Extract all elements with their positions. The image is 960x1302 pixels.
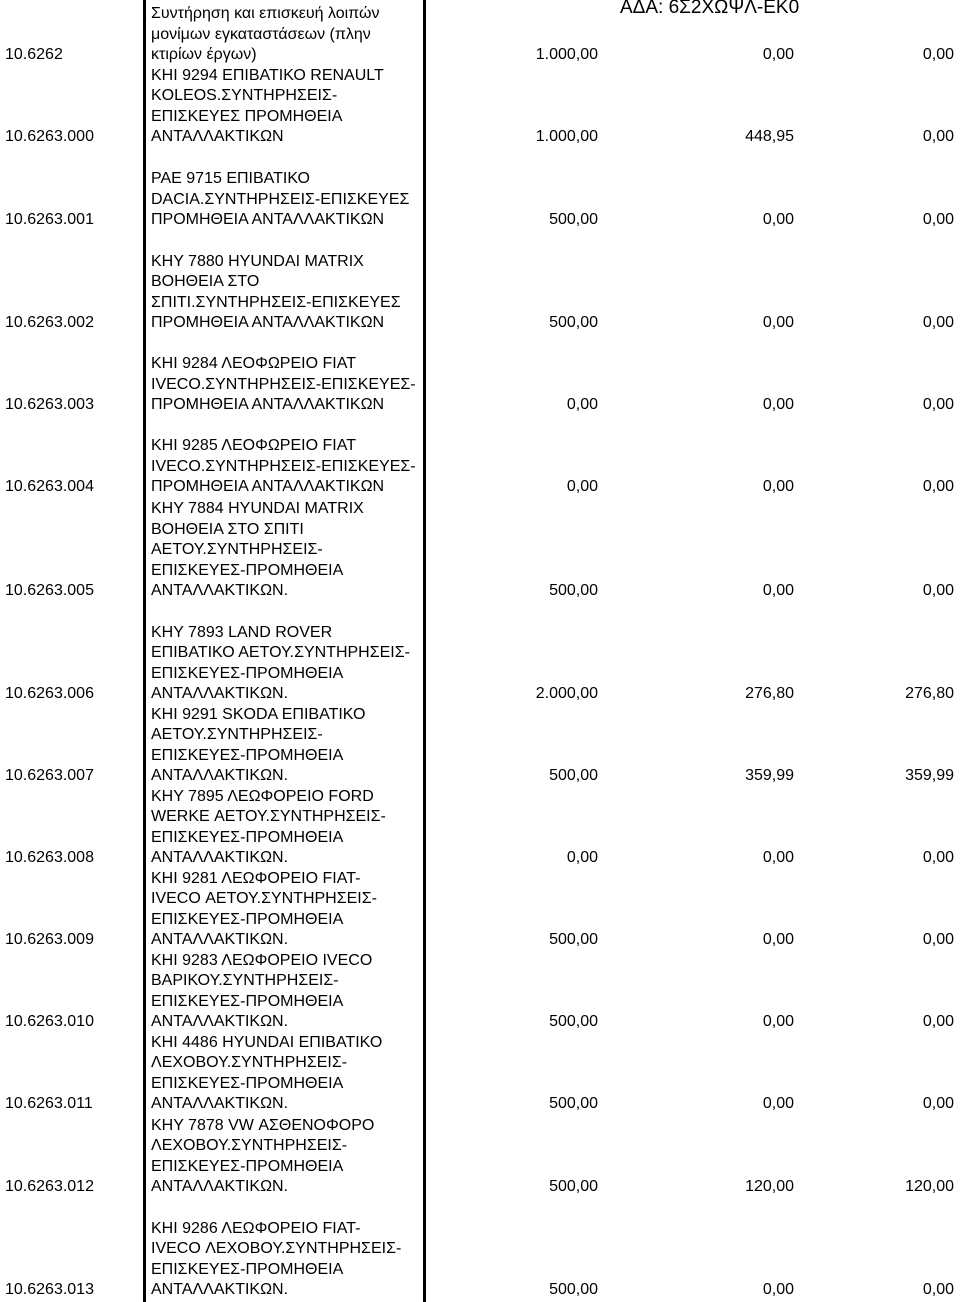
table-row (0, 334, 960, 416)
budget-amount: 0,00 (566, 478, 598, 496)
account-code: 10.6263.000 (5, 128, 94, 146)
paid-amount: 0,00 (922, 478, 954, 496)
table-row (0, 869, 960, 951)
account-description: ΚΗΥ 7884 HYUNDAI MATRIX ΒΟΗΘΕΙΑ ΣΤΟ ΣΠΙΤΙ ΑΕΤΟΥ.ΣΥΝΤΗΡΗΣΕΙΣ- ΕΠΙΣΚΕΥΕΣ-ΠΡΟΜΗΘΕΙΑ ΑΝΤΑΛΛΑΚΤΙΚΩΝ. (151, 500, 364, 600)
account-code: 10.6263.005 (5, 582, 94, 600)
paid-amount: 0,00 (922, 314, 954, 332)
committed-amount: 0,00 (762, 211, 794, 229)
table-row (0, 1033, 960, 1115)
account-description: ΚΗΙ 9285 ΛΕΟΦΩΡΕΙΟ FIAT IVECO.ΣΥΝΤΗΡΗΣΕΙΣ-ΕΠΙΣΚΕΥΕΣ- ΠΡΟΜΗΘΕΙΑ ΑΝΤΑΛΛΑΚΤΙΚΩΝ (151, 437, 416, 496)
budget-amount: 500,00 (549, 1281, 598, 1299)
account-code: 10.6263.001 (5, 211, 94, 229)
table-row (0, 1198, 960, 1301)
paid-amount: 0,00 (922, 582, 954, 600)
account-code: 10.6263.006 (5, 685, 94, 703)
account-description: ΚΗΥ 7895 ΛΕΩΦΟΡΕΙΟ FORD WERKE ΑΕΤΟΥ.ΣΥΝΤΗΡΗΣΕΙΣ- ΕΠΙΣΚΕΥΕΣ-ΠΡΟΜΗΘΕΙΑ ΑΝΤΑΛΛΑΚΤΙΚΩΝ. (151, 787, 386, 867)
budget-amount: 500,00 (549, 1178, 598, 1196)
budget-amount: 0,00 (566, 849, 598, 867)
account-description: ΡΑΕ 9715 ΕΠΙΒΑΤΙΚΟ DACIA.ΣΥΝΤΗΡΗΣΕΙΣ-ΕΠΙΣΚΕΥΕΣ ΠΡΟΜΗΘΕΙΑ ΑΝΤΑΛΛΑΚΤΙΚΩΝ (151, 170, 410, 229)
budget-amount: 500,00 (549, 767, 598, 785)
account-description: ΚΗΙ 9283 ΛΕΩΦΟΡΕΙΟ IVECO ΒΑΡΙΚΟΥ.ΣΥΝΤΗΡΗΣΕΙΣ- ΕΠΙΣΚΕΥΕΣ-ΠΡΟΜΗΘΕΙΑ ΑΝΤΑΛΛΑΚΤΙΚΩΝ. (151, 951, 373, 1031)
committed-amount: 120,00 (745, 1178, 794, 1196)
budget-amount: 500,00 (549, 1095, 598, 1113)
committed-amount: 448,95 (745, 128, 794, 146)
budget-amount: 500,00 (549, 314, 598, 332)
account-code: 10.6263.011 (5, 1095, 93, 1113)
table-row (0, 498, 960, 602)
budget-amount: 500,00 (549, 582, 598, 600)
paid-amount: 0,00 (922, 396, 954, 414)
budget-amount: 500,00 (549, 211, 598, 229)
account-description: ΚΗΙ 9291 SKODA ΕΠΙΒΑΤΙΚΟ ΑΕΤΟΥ.ΣΥΝΤΗΡΗΣΕΙΣ- ΕΠΙΣΚΕΥΕΣ-ΠΡΟΜΗΘΕΙΑ ΑΝΤΑΛΛΑΚΤΙΚΩΝ. (151, 705, 366, 785)
budget-amount: 500,00 (549, 1013, 598, 1031)
account-description: ΚΗΙ 9294 ΕΠΙΒΑΤΙΚΟ RENAULT KOLEOS.ΣΥΝΤΗΡΗΣΕΙΣ- ΕΠΙΣΚΕΥΕΣ ΠΡΟΜΗΘΕΙΑ ΑΝΤΑΛΛΑΚΤΙΚΩΝ (151, 66, 384, 146)
committed-amount: 276,80 (745, 685, 794, 703)
account-description: ΚΗΥ 7880 HYUNDAI MATRIX ΒΟΗΘΕΙΑ ΣΤΟ ΣΠΙΤΙ.ΣΥΝΤΗΡΗΣΕΙΣ-ΕΠΙΣΚΕΥΕΣ ΠΡΟΜΗΘΕΙΑ ΑΝΤΑΛΛΑΚΤΙΚΩΝ (151, 252, 401, 332)
account-code: 10.6263.013 (5, 1281, 94, 1299)
budget-amount: 500,00 (549, 931, 598, 949)
account-code: 10.6263.002 (5, 314, 94, 332)
account-description: ΚΗΙ 9286 ΛΕΩΦΟΡΕΙΟ FIAT- IVECO ΛΕΧΟΒΟΥ.ΣΥΝΤΗΡΗΣΕΙΣ- ΕΠΙΣΚΕΥΕΣ-ΠΡΟΜΗΘΕΙΑ ΑΝΤΑΛΛΑΚΤΙΚΩΝ. (151, 1219, 402, 1299)
ada-identifier: ΑΔΑ: 6Σ2ΧΩΨΛ-ΕΚ0 (620, 0, 800, 18)
account-code: 10.6263.008 (5, 849, 94, 867)
paid-amount: 0,00 (922, 931, 954, 949)
table-row (0, 66, 960, 148)
account-description: ΚΗΙ 4486 HYUNDAI ΕΠΙΒΑΤΙΚΟ ΛΕΧΟΒΟΥ.ΣΥΝΤΗΡΗΣΕΙΣ- ΕΠΙΣΚΕΥΕΣ-ΠΡΟΜΗΘΕΙΑ ΑΝΤΑΛΛΑΚΤΙΚΩΝ. (151, 1033, 383, 1113)
table-row (0, 231, 960, 334)
table-row (0, 0, 960, 66)
paid-amount: 0,00 (922, 1095, 954, 1113)
committed-amount: 0,00 (762, 396, 794, 414)
paid-amount: 120,00 (905, 1178, 954, 1196)
budget-amount: 1.000,00 (535, 128, 598, 146)
account-code: 10.6262 (5, 46, 63, 64)
committed-amount: 0,00 (762, 478, 794, 496)
table-row (0, 951, 960, 1033)
account-code: 10.6263.007 (5, 767, 94, 785)
paid-amount: 0,00 (922, 849, 954, 867)
account-code: 10.6263.010 (5, 1013, 94, 1031)
account-description: ΚΗΥ 7893 LAND ROVER ΕΠΙΒΑΤΙΚΟ ΑΕΤΟΥ.ΣΥΝΤΗΡΗΣΕΙΣ- ΕΠΙΣΚΕΥΕΣ-ΠΡΟΜΗΘΕΙΑ ΑΝΤΑΛΛΑΚΤΙΚΩΝ. (151, 623, 410, 703)
paid-amount: 0,00 (922, 211, 954, 229)
table-row (0, 787, 960, 869)
table-row (0, 416, 960, 498)
paid-amount: 276,80 (905, 685, 954, 703)
table-row (0, 705, 960, 787)
committed-amount: 359,99 (745, 767, 794, 785)
budget-amount: 1.000,00 (535, 46, 598, 64)
table-row (0, 1115, 960, 1198)
table-row (0, 148, 960, 231)
account-code: 10.6263.009 (5, 931, 94, 949)
committed-amount: 0,00 (762, 1281, 794, 1299)
account-description: ΚΗΥ 7878 VW ΑΣΘΕΝΟΦΟΡΟ ΛΕΧΟΒΟΥ.ΣΥΝΤΗΡΗΣΕΙΣ- ΕΠΙΣΚΕΥΕΣ-ΠΡΟΜΗΘΕΙΑ ΑΝΤΑΛΛΑΚΤΙΚΩΝ. (151, 1116, 375, 1196)
account-code: 10.6263.003 (5, 396, 94, 414)
committed-amount: 0,00 (762, 1013, 794, 1031)
paid-amount: 0,00 (922, 128, 954, 146)
committed-amount: 0,00 (762, 849, 794, 867)
account-description: ΚΗΙ 9284 ΛΕΟΦΩΡΕΙΟ FIAT IVECO.ΣΥΝΤΗΡΗΣΕΙΣ-ΕΠΙΣΚΕΥΕΣ- ΠΡΟΜΗΘΕΙΑ ΑΝΤΑΛΛΑΚΤΙΚΩΝ (151, 355, 416, 414)
paid-amount: 0,00 (922, 46, 954, 64)
committed-amount: 0,00 (762, 931, 794, 949)
paid-amount: 359,99 (905, 767, 954, 785)
budget-amount: 2.000,00 (535, 685, 598, 703)
committed-amount: 0,00 (762, 46, 794, 64)
paid-amount: 0,00 (922, 1013, 954, 1031)
committed-amount: 0,00 (762, 314, 794, 332)
committed-amount: 0,00 (762, 582, 794, 600)
budget-amount: 0,00 (566, 396, 598, 414)
table-row (0, 602, 960, 705)
account-code: 10.6263.012 (5, 1178, 94, 1196)
account-code: 10.6263.004 (5, 478, 94, 496)
paid-amount: 0,00 (922, 1281, 954, 1299)
committed-amount: 0,00 (762, 1095, 794, 1113)
account-description: ΚΗΙ 9281 ΛΕΩΦΟΡΕΙΟ FIAT- IVECO ΑΕΤΟΥ.ΣΥΝΤΗΡΗΣΕΙΣ- ΕΠΙΣΚΕΥΕΣ-ΠΡΟΜΗΘΕΙΑ ΑΝΤΑΛΛΑΚΤΙΚΩΝ. (151, 869, 377, 949)
account-description: Συντήρηση και επισκευή λοιπών μονίμων εγκαταστάσεων (πλην κτιρίων έργων) (151, 5, 380, 64)
